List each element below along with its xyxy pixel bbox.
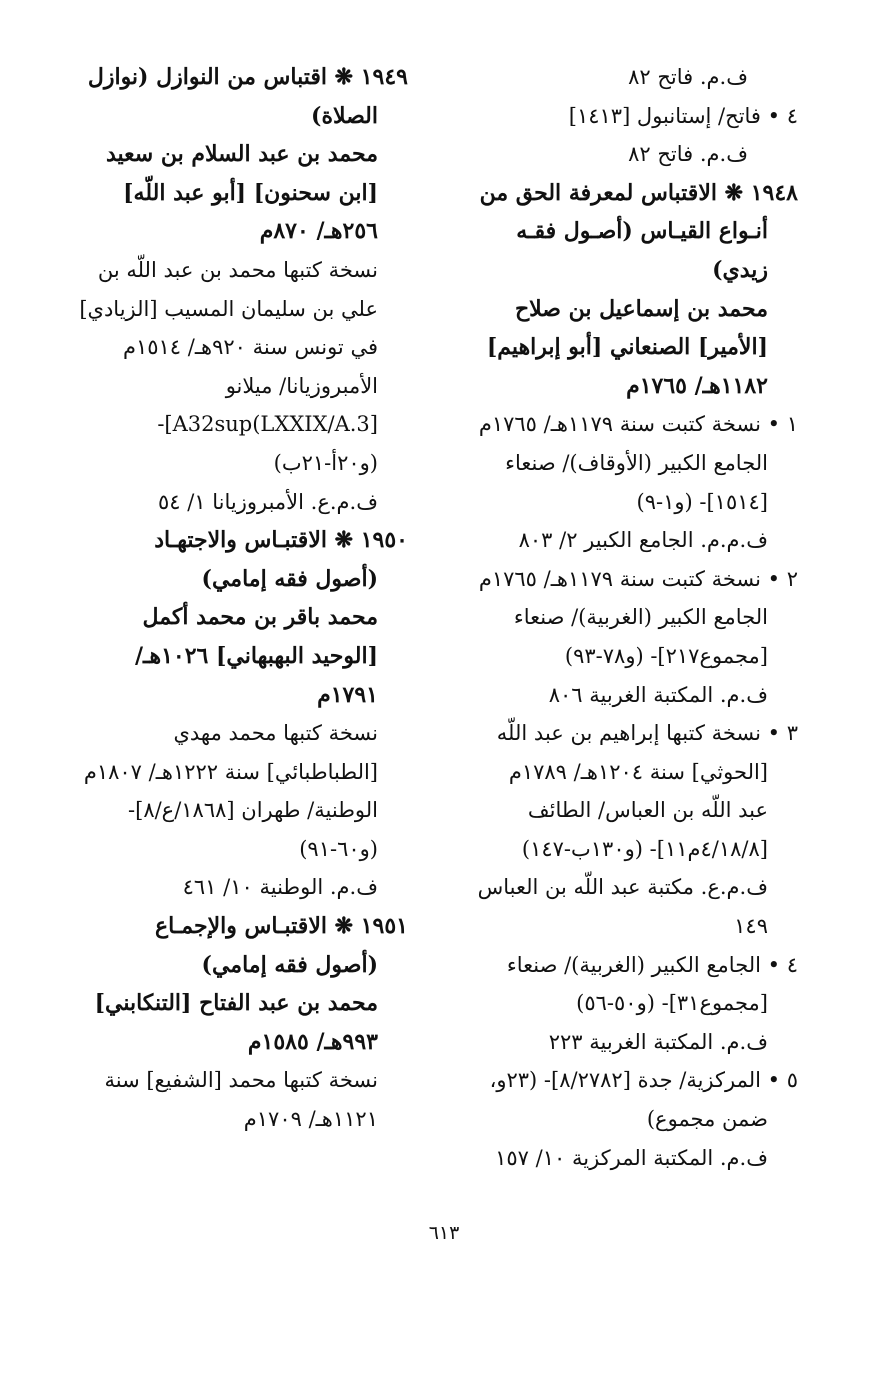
text-line: محمد باقر بن محمد أكمل [142,604,378,631]
text-line: [مجموع٣١]- (و٥٠-٥٦) [576,991,768,1016]
text-line: محمد بن إسماعيل بن صلاح [514,295,768,322]
text-line: ٢٥٦هـ/ ٨٧٠م [259,218,378,245]
text-line: ١٩٤٨ ❋ الاقتباس لمعرفة الحق من [479,179,798,206]
text-line: ف.م. الوطنية ١٠/ ٤٦١ [182,875,378,900]
text-line: ف.م. المكتبة الغربية ٢٢٣ [548,1029,768,1054]
text-line: الوطنية/ طهران [١٨٦٨/ع/٨]- [128,798,378,823]
text-line: ١١٨٢هـ/ ١٧٦٥م [626,372,768,399]
text-line: [٤/١٨/٨م١١]- (و١٣٠ب-١٤٧) [521,836,768,861]
text-line: محمد بن عبد السلام بن سعيد [105,141,378,168]
text-line: ١١٢١هـ/ ١٧٠٩م [243,1107,378,1132]
text-line: ١٤٩ [734,914,768,939]
text-line: الجامع الكبير (الغربية)/ صنعاء [513,605,768,630]
text-line: ف.م. فاتح ٨٢ [628,65,748,89]
text-line: [الوحيد البهبهاني] ١٠٢٦هـ/ [135,642,378,669]
text-line: ١٧٩١م [317,681,378,708]
page-number: ٦١٣ [428,1222,460,1244]
text-line: [الحوثي] سنة ١٢٠٤هـ/ ١٧٨٩م [508,759,768,784]
text-line: عبد اللّه بن العباس/ الطائف [527,798,768,823]
text-line: ٣ • نسخة كتبها إبراهيم بن عبد اللّه [496,721,798,746]
text-line: [مجموع٢١٧]- (و٧٨-٩٣) [564,643,768,668]
text-line: ف.م. فاتح ٨٢ [628,142,748,167]
text-line: ف.م.ع. مكتبة عبد اللّه بن العباس [477,875,768,900]
right-column [418,58,798,1177]
text-line: الأمبروزيانا/ ميلانو [225,373,378,398]
text-line: الصلاة) [311,102,378,129]
text-line: (و٢٠أ-٢١ب) [273,450,378,475]
text-line: ٥ • المركزية/ جدة [٨/٢٧٨٢]- (٢٣و، [489,1068,798,1093]
text-line: ١٩٥١ ❋ الاقتبـاس والإجمـاع [154,913,408,940]
text-line: (أصول فقه إمامي) [201,565,378,592]
text-line: [ابن سحنون] [أبو عبد اللّه] [123,179,378,206]
text-line: علي بن سليمان المسيب [الزيادي] [79,296,378,321]
text-line: ١٩٤٩ ❋ اقتباس من النوازل (نوازل [87,64,408,90]
text-line: -[A32sup(LXXIX/A.3] [157,412,378,437]
text-line: [الأمير] الصنعاني [أبو إبراهيم] [486,334,768,361]
text-line: ١ • نسخة كتبت سنة ١١٧٩هـ/ ١٧٦٥م [478,412,798,437]
text-line: ٤ • الجامع الكبير (الغربية)/ صنعاء [506,952,798,977]
text-line: ف.م. المكتبة المركزية ١٠/ ١٥٧ [495,1145,768,1170]
text-line: زيدي) [712,256,768,283]
text-line: في تونس سنة ٩٢٠هـ/ ١٥١٤م [122,335,378,360]
text-line: ٢ • نسخة كتبت سنة ١١٧٩هـ/ ١٧٦٥م [478,566,798,591]
text-line: نسخة كتبها محمد [الشفيع] سنة [104,1068,378,1093]
text-line: [١٥١٤]- (و١-٩) [636,489,768,514]
text-line: ٩٩٣هـ/ ١٥٨٥م [247,1028,378,1055]
text-line: (و٦٠-٩١) [299,836,378,861]
text-line: ف.م.م. الجامع الكبير ٢/ ٨٠٣ [518,528,768,553]
left-column [78,58,408,1139]
text-line: ١٩٥٠ ❋ الاقتبـاس والاجتهـاد [154,527,408,554]
text-line: [الطباطبائي] سنة ١٢٢٢هـ/ ١٨٠٧م [83,759,378,784]
text-line: ٤ • فاتح/ إستانبول [١٤١٣] [568,103,798,128]
text-line: محمد بن عبد الفتاح [التنكابني] [94,990,378,1017]
text-line: نسخة كتبها محمد مهدي [173,721,378,746]
text-line: الجامع الكبير (الأوقاف)/ صنعاء [505,450,768,475]
text-line: ف.م. المكتبة الغربية ٨٠٦ [548,682,768,707]
text-line: أنـواع القيـاس (أصـول فقـه [516,218,768,245]
text-line: ضمن مجموع) [646,1107,768,1132]
text-line: نسخة كتبها محمد بن عبد اللّه بن [97,257,378,282]
text-line: ف.م.ع. الأمبروزيانا ١/ ٥٤ [157,489,378,514]
text-line: (أصول فقه إمامي) [201,951,378,978]
